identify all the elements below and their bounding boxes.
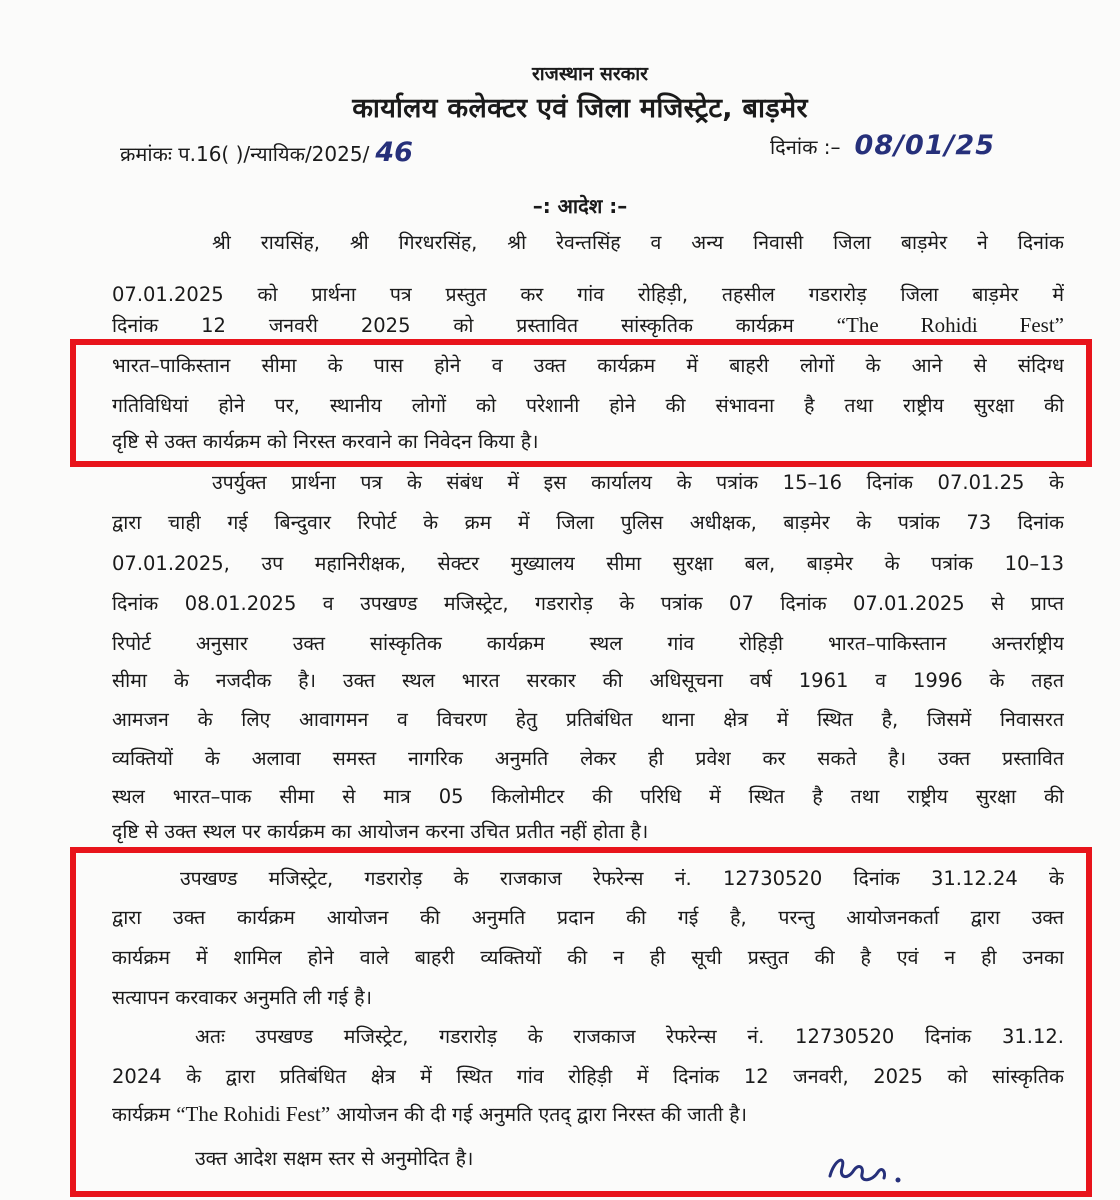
event-name: “The Rohidi Fest”	[176, 1102, 331, 1126]
order-date	[770, 130, 995, 161]
body-line: उपर्युक्त प्रार्थना पत्र के संबंध में इस कार्यालय के पत्रांक 15–16 दिनांक 07.01.25 के	[212, 471, 1064, 494]
body-line: गतिविधियां होने पर, स्थानीय लोगों को परेशानी होने की संभावना है तथा राष्ट्रीय सुरक्षा की	[112, 394, 1064, 417]
body-line: रिपोर्ट अनुसार उक्त सांस्कृतिक कार्यक्रम स्थल गांव रोहिड़ी भारत–पाकिस्तान अन्तर्राष्ट्रीय	[112, 632, 1064, 655]
body-line: सत्यापन करवाकर अनुमति ली गई है।	[112, 986, 373, 1009]
reference-handwritten-number: 46	[375, 137, 413, 168]
body-line: दृष्टि से उक्त स्थल पर कार्यक्रम का आयोजन करना उचित प्रतीत नहीं होता है।	[112, 820, 649, 843]
body-line: 07.01.2025, उप महानिरीक्षक, सेक्टर मुख्यालय सीमा सुरक्षा बल, बाड़मेर के पत्रांक 10–13	[112, 552, 1064, 575]
body-line: कार्यक्रम “The Rohidi Fest” आयोजन की दी गई अनुमति एतद् द्वारा निरस्त की जाती है।	[112, 1102, 748, 1126]
body-line: 2024 के द्वारा प्रतिबंधित क्षेत्र में स्थित गांव रोहिड़ी में दिनांक 12 जनवरी, 2025 को सांस्कृतिक	[112, 1065, 1064, 1088]
body-line: श्री रायसिंह, श्री गिरधरसिंह, श्री रेवन्तसिंह व अन्य निवासी जिला बाड़मेर ने दिनांक	[212, 231, 1064, 254]
body-line: दृष्टि से उक्त कार्यक्रम को निरस्त करवाने का निवेदन किया है।	[112, 430, 539, 453]
body-line: सीमा के नजदीक है। उक्त स्थल भारत सरकार की अधिसूचना वर्ष 1961 व 1996 के तहत	[112, 669, 1064, 692]
highlight-box-top	[70, 339, 1092, 467]
body-line: 07.01.2025 को प्रार्थना पत्र प्रस्तुत कर गांव रोहिड़ी, तहसील गडरारोड़ जिला बाड़मेर में	[112, 283, 1064, 306]
body-line: उपखण्ड मजिस्ट्रेट, गडरारोड़ के राजकाज रेफरेन्स नं. 12730520 दिनांक 31.12.24 के	[180, 867, 1064, 890]
event-name: “The Rohidi Fest”	[836, 313, 1064, 337]
date-handwritten: 08/01/25	[854, 130, 995, 161]
body-line: दिनांक 08.01.2025 व उपखण्ड मजिस्ट्रेट, गडरारोड़ के पत्रांक 07 दिनांक 07.01.2025 से प्राप्त	[112, 592, 1064, 615]
body-line: दिनांक 12 जनवरी 2025 को प्रस्तावित सांस्कृतिक कार्यक्रम “The Rohidi Fest”	[112, 313, 1064, 337]
highlight-box-bottom	[70, 847, 1092, 1197]
office-heading: कार्यालय कलेक्टर एवं जिला मजिस्ट्रेट, बाड़मेर	[352, 93, 808, 124]
body-line: उक्त आदेश सक्षम स्तर से अनुमोदित है।	[195, 1147, 474, 1170]
body-line: भारत–पाकिस्तान सीमा के पास होने व उक्त कार्यक्रम में बाहरी लोगों के आने से संदिग्ध	[112, 354, 1064, 377]
body-line: कार्यक्रम में शामिल होने वाले बाहरी व्यक्तियों की न ही सूची प्रस्तुत की है एवं न ही उनका	[112, 946, 1064, 969]
date-label: दिनांक :–	[770, 135, 841, 159]
body-line: द्वारा उक्त कार्यक्रम आयोजन की अनुमति प्रदान की गई है, परन्तु आयोजनकर्ता द्वारा उक्त	[112, 906, 1064, 929]
reference-number	[120, 137, 413, 168]
body-line: व्यक्तियों के अलावा समस्त नागरिक अनुमति लेकर ही प्रवेश कर सकते है। उक्त प्रस्तावित	[112, 747, 1064, 770]
government-heading: राजस्थान सरकार	[532, 63, 648, 85]
reference-label: क्रमांकः प.16( )/न्यायिक/2025/	[120, 142, 370, 166]
body-line: द्वारा चाही गई बिन्दुवार रिपोर्ट के क्रम में जिला पुलिस अधीक्षक, बाड़मेर के पत्रांक 73 दिनांक	[112, 511, 1064, 534]
body-line: आमजन के लिए आवागमन व विचरण हेतु प्रतिबंधित थाना क्षेत्र में स्थित है, जिसमें निवासरत	[112, 708, 1064, 731]
body-line: स्थल भारत–पाक सीमा से मात्र 05 किलोमीटर की परिधि में स्थित है तथा राष्ट्रीय सुरक्षा की	[112, 785, 1064, 808]
body-line: अतः उपखण्ड मजिस्ट्रेट, गडरारोड़ के राजकाज रेफरेन्स नं. 12730520 दिनांक 31.12.	[195, 1025, 1064, 1048]
order-title: –: आदेश :–	[532, 194, 628, 218]
